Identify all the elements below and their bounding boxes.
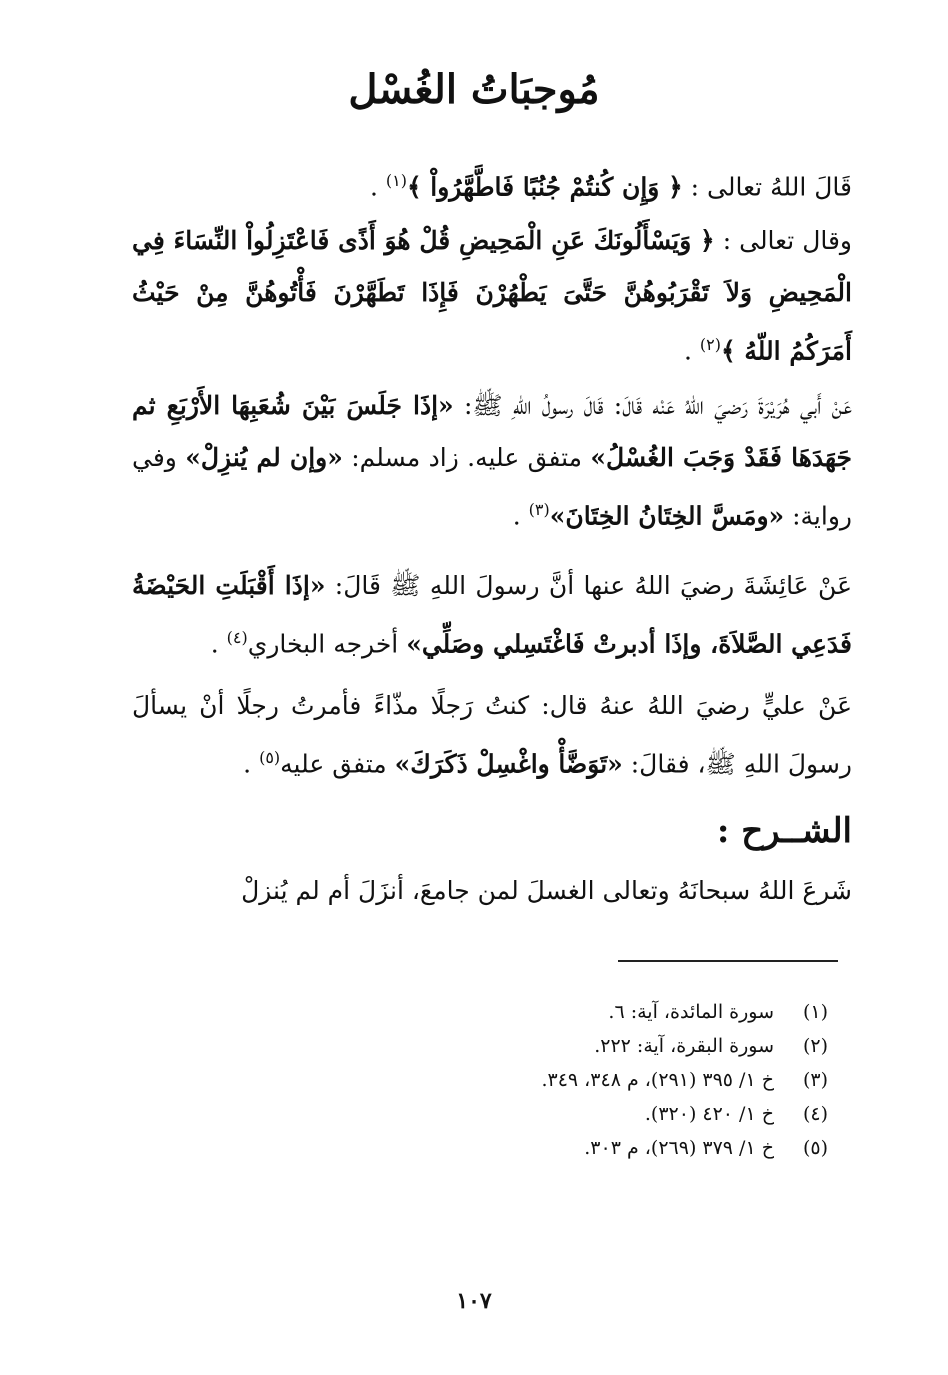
footnote-ref: (٥) [259, 748, 281, 767]
hadith-quote-addition: «وإن لم يُنزِلْ» [185, 443, 343, 472]
footnote-number: (١) [802, 1001, 828, 1023]
verse-intro: وقال تعالى : [722, 226, 852, 255]
footnote-divider [618, 960, 838, 962]
footnote-number: (٣) [802, 1069, 828, 1091]
quran-quote: ﴿ وَإِن كُنتُمْ جُنُبًا فَاطَّهَّرُواْ ﴾ [406, 172, 683, 202]
hadith-quote: «إذَا أَقْبَلَتِ الحَيْضَةُ فَدَعِي الصَّلاَةَ، وإذَا أدبرتْ فَاغْتَسِلي وصَلِّي» [132, 571, 852, 659]
paragraph-verse-2 [132, 215, 852, 377]
sentence-end: . [243, 749, 252, 779]
footnote-text: خ ١/ ٣٧٩ (٢٦٩)، م ٣٠٣. [584, 1137, 774, 1159]
narration-intro: عَنْ عَائِشَةَ رضيَ اللهُ عنها أنَّ رسولَ اللهِ ﷺ قَالَ: [334, 571, 852, 600]
footnote-ref: (٢) [699, 335, 722, 354]
footnote-item [328, 995, 828, 1029]
paragraph-verse-1 [132, 155, 852, 213]
page-number: ١٠٧ [456, 1288, 492, 1314]
paragraph-hadith-abu-hurayra [132, 380, 852, 542]
paragraph-hadith-ali [132, 680, 852, 790]
hadith-quote-variant: «ومَسَّ الخِتَانُ الخِتَانَ» [549, 501, 785, 531]
sentence-end: . [684, 336, 692, 366]
narration-variant: وفي رواية: [132, 443, 852, 531]
footnote-item [328, 1029, 828, 1063]
footnote-text: خ ١/ ٣٩٥ (٢٩١)، م ٣٤٨، ٣٤٩. [541, 1069, 774, 1091]
sentence-end: . [369, 172, 378, 202]
chapter-title: مُوجبَاتُ الغُسْل [348, 66, 600, 113]
footnote-number: (٢) [802, 1035, 828, 1057]
footnotes-list [328, 995, 828, 1165]
hadith-quote: «تَوَضَّأْ واغْسِلْ ذَكَرَكَ» [394, 749, 623, 779]
footnote-item [328, 1097, 828, 1131]
footnote-number: (٤) [802, 1103, 828, 1125]
footnote-number: (٥) [802, 1137, 828, 1159]
footnote-item [328, 1063, 828, 1097]
footnote-text: خ ١/ ٤٢٠ (٣٢٠). [644, 1103, 774, 1125]
hadith-quote: «إذَا جَلَسَ بَيْنَ شُعَبِهَا الأَرْبَعِ ثم جَهَدَهَا فَقَدْ وَجَبَ الغُسْلُ» [132, 391, 852, 472]
sentence-end: . [512, 501, 521, 531]
paragraph-hadith-aisha [132, 560, 852, 670]
paragraph-explanation: شَرعَ اللهُ سبحانَهُ وتعالى الغسلَ لمن جامعَ، أنزَلَ أم لم يُنزلْ [241, 876, 852, 905]
narration-intro: عَنْ عليٍّ رضيَ اللهُ عنهُ قال: كنتُ رَجلًا مذّاءً فأمرتُ رجلًا أنْ يسألَ رسولَ اللهِ ﷺ، فقالَ: [132, 691, 852, 779]
narration-source: متفق عليه [280, 749, 387, 779]
footnote-ref: (١) [385, 171, 407, 190]
section-heading-explanation: الشــرح : [716, 811, 852, 851]
footnote-text: سورة البقرة، آية: ٢٢٢. [594, 1035, 774, 1057]
footnote-text: سورة المائدة، آية: ٦. [608, 1001, 774, 1023]
sentence-end: . [210, 629, 219, 659]
narration-intro: عَنْ أَبي هُرَيْرَةَ رَضيَ اللهُ عَنْه قَالَ: قَالَ رسولُ اللهِ ﷺ: [463, 391, 853, 420]
narration-source: متفق عليه. زاد مسلم: [351, 443, 583, 472]
footnote-ref: (٤) [226, 628, 248, 647]
narration-source: أخرجه البخاري [247, 629, 399, 659]
footnote-item [328, 1131, 828, 1165]
quran-quote: ﴿ وَيَسْأَلُونَكَ عَنِ الْمَحِيضِ قُلْ هُوَ أَذًى فَاعْتَزِلُواْ النِّسَاءَ فِي الْمَحِيضِ وَلاَ تَقْرَبُوهُنَّ حَتَّىَ يَطْهُرْنَ فَإِذَا تَطَهَّرْنَ فَأْتُوهُنَّ مِنْ حَيْثُ أَمَرَكُمُ اللّهُ ﴾ [132, 226, 852, 366]
footnote-ref: (٣) [528, 500, 550, 519]
verse-intro: قَالَ اللهُ تعالى : [690, 172, 852, 202]
